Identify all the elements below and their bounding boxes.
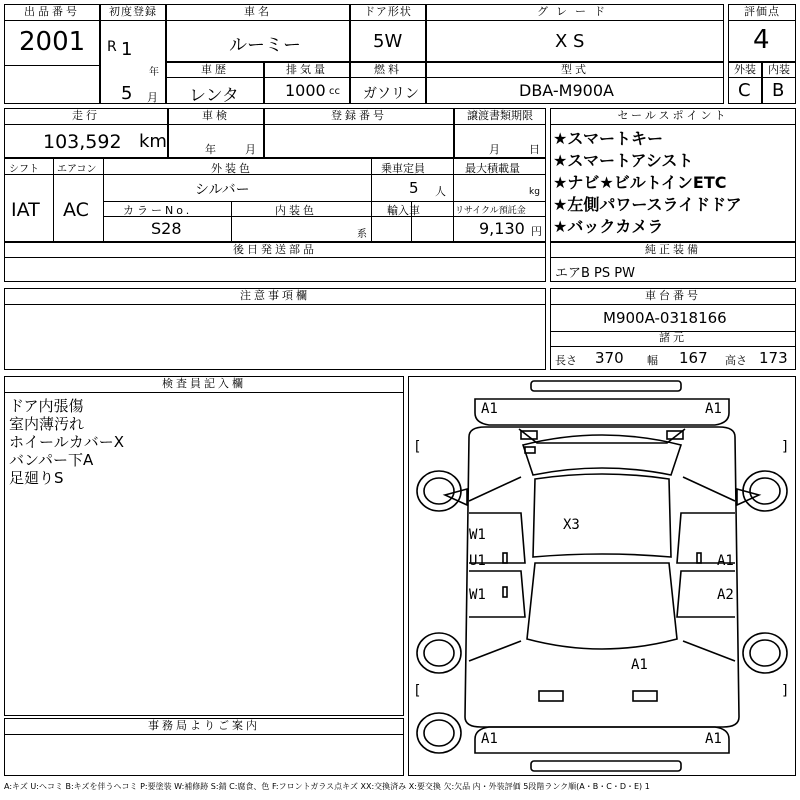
damage-left-front-door-dent: U1 (469, 553, 486, 569)
score-box (728, 4, 796, 62)
transfer-deadline-label: 譲渡書類期限 (455, 109, 545, 125)
mileage-box (4, 108, 168, 158)
chassis-label: 車台番号 (551, 289, 795, 305)
length-label: 長さ (555, 354, 577, 367)
selling-point: ★左側パワースライドドア (553, 195, 742, 214)
lot-number-label: 出品番号 (5, 5, 99, 21)
bracket-rear-left: [ (413, 683, 422, 699)
inspection-year-unit: 年 (205, 143, 216, 156)
transfer-deadline-box (454, 108, 546, 158)
fuel-label: 燃料 (351, 63, 425, 78)
recycle-fee: 9,130 (479, 219, 525, 238)
selling-point: ★スマートキー (553, 129, 664, 148)
mileage: 103,592 (43, 131, 122, 153)
first-registration-label: 初度登録 (101, 5, 165, 21)
interior-color-unit: 系 (357, 229, 367, 240)
width-label: 幅 (647, 354, 658, 367)
month-unit: 月 (147, 91, 158, 104)
max-load-label: 最大積載量 (465, 162, 520, 175)
registration-number-label: 登録番号 (265, 109, 453, 125)
width: 167 (679, 349, 708, 367)
damage-front-left: A1 (481, 401, 498, 417)
selling-point: ★バックカメラ (553, 217, 664, 236)
interior-rating: B (772, 80, 785, 101)
car-outline (409, 377, 795, 775)
inspector-note: 室内薄汚れ (9, 415, 85, 433)
model-label: 型式 (427, 63, 723, 78)
import-label: 輸入車 (387, 204, 420, 217)
equipment-list: エアB PS PW (555, 266, 635, 281)
notes-box (4, 288, 546, 370)
history-label: 車歴 (167, 63, 263, 78)
aircon: AC (63, 199, 89, 221)
grade-box (426, 4, 724, 62)
interior-label: 内装 (763, 63, 795, 78)
color-number: S28 (151, 219, 182, 238)
recycle-label: リサイクル預託金 (455, 206, 526, 216)
door-type-box (350, 4, 426, 62)
selling-points-box (550, 108, 796, 242)
inspector-box (4, 376, 404, 716)
bracket-front-left: [ (413, 439, 422, 455)
inspector-note: ドア内張傷 (9, 397, 84, 415)
fuel-box (350, 62, 426, 104)
damage-left-front-door: W1 (469, 527, 486, 543)
car-name-label: 車名 (167, 5, 349, 21)
exterior-color-label: 外装色 (211, 162, 253, 175)
mileage-unit: km (139, 131, 167, 152)
displacement-box (264, 62, 350, 104)
shift: IAT (11, 199, 40, 221)
registration-year: 1 (121, 39, 133, 60)
damage-front-right: A1 (705, 401, 722, 417)
inspector-note: 足廻りS (9, 469, 64, 487)
displacement-unit: cc (329, 86, 340, 97)
equipment-box (550, 242, 796, 282)
grade: X S (555, 31, 585, 52)
selling-point: ★ナビ★ビルトインETC (553, 173, 727, 192)
capacity: 5 (409, 179, 419, 197)
damage-rear-right: A1 (705, 731, 722, 747)
capacity-unit: 人 (435, 185, 446, 198)
inspector-note: バンパー下A (9, 451, 94, 469)
registration-number-box (264, 108, 454, 158)
later-parts-box (4, 242, 546, 282)
recycle-unit: 円 (531, 225, 542, 238)
damage-roof: X3 (563, 517, 580, 533)
office-notice-box (4, 718, 404, 776)
model-code: DBA-M900A (519, 81, 614, 100)
history: レンタ (189, 86, 239, 106)
damage-right-rear-door: A2 (717, 587, 734, 603)
model-box (426, 62, 724, 104)
bracket-front-right: ] (781, 439, 790, 455)
inspector-note: ホイールカバーX (9, 433, 124, 451)
shift-label: シフト (9, 164, 39, 175)
damage-rear-body: A1 (631, 657, 648, 673)
max-load-unit: kg (529, 187, 540, 197)
notes-label: 注意事項欄 (5, 289, 545, 305)
first-registration-box (100, 4, 166, 104)
inspection-box (168, 108, 264, 158)
damage-right-front-door: A1 (717, 553, 734, 569)
transfer-day-unit: 日 (529, 143, 540, 156)
office-notice-label: 事務局よりご案内 (5, 719, 403, 735)
dimensions-label: 諸元 (551, 331, 795, 347)
selling-point: ★スマートアシスト (553, 151, 694, 170)
damage-left-rear-door: W1 (469, 587, 486, 603)
length: 370 (595, 349, 624, 367)
displacement: 1000 (285, 81, 326, 100)
inspector-label: 検査員記入欄 (5, 377, 403, 393)
score-label: 評価点 (729, 5, 795, 21)
color-number-label: カラーNo. (123, 204, 193, 217)
car-name-box (166, 4, 350, 62)
history-box (166, 62, 264, 104)
lot-number: 2001 (19, 27, 86, 57)
damage-diagram (408, 376, 796, 776)
car-name: ルーミー (229, 35, 301, 56)
lot-number-box (4, 4, 100, 104)
later-parts-label: 後日発送部品 (5, 243, 545, 258)
score: 4 (753, 25, 770, 55)
selling-points-label: セールスポイント (551, 109, 795, 125)
vehicle-spec-box (4, 158, 546, 242)
mileage-label: 走行 (5, 109, 167, 125)
era-mark: R (107, 39, 117, 55)
exterior-box (728, 62, 762, 104)
inspection-label: 車検 (169, 109, 263, 125)
bracket-rear-right: ] (781, 683, 790, 699)
aircon-label: エアコン (57, 164, 97, 175)
grade-label: グレード (427, 5, 723, 21)
damage-rear-left: A1 (481, 731, 498, 747)
year-unit: 年 (149, 67, 159, 78)
height: 173 (759, 349, 788, 367)
interior-box (762, 62, 796, 104)
equipment-label: 純正装備 (551, 243, 795, 258)
inspection-month-unit: 月 (245, 143, 256, 156)
damage-code-legend: A:キズ U:ヘコミ B:キズを伴うヘコミ P:要塗装 W:補修跡 S:錆 C:腐食、色 F:フロントガラス点キズ XX:交換済み X:要交換 欠:欠品 内・外装評価 5段階ランク順(A・B・C・D・E) 1 (4, 782, 650, 791)
chassis-number: M900A-0318166 (603, 309, 727, 327)
exterior-rating: C (738, 80, 751, 101)
interior-color-label: 内装色 (275, 204, 317, 217)
capacity-label: 乗車定員 (381, 162, 425, 175)
chassis-box (550, 288, 796, 370)
exterior-label: 外装 (729, 63, 761, 78)
height-label: 高さ (725, 354, 747, 367)
fuel: ガソリン (363, 86, 419, 102)
transfer-month-unit: 月 (489, 143, 500, 156)
door-type-label: ドア形状 (351, 5, 425, 21)
exterior-color: シルバー (195, 182, 250, 198)
displacement-label: 排気量 (265, 63, 349, 78)
door-type: 5W (373, 31, 403, 52)
registration-month: 5 (121, 83, 133, 104)
